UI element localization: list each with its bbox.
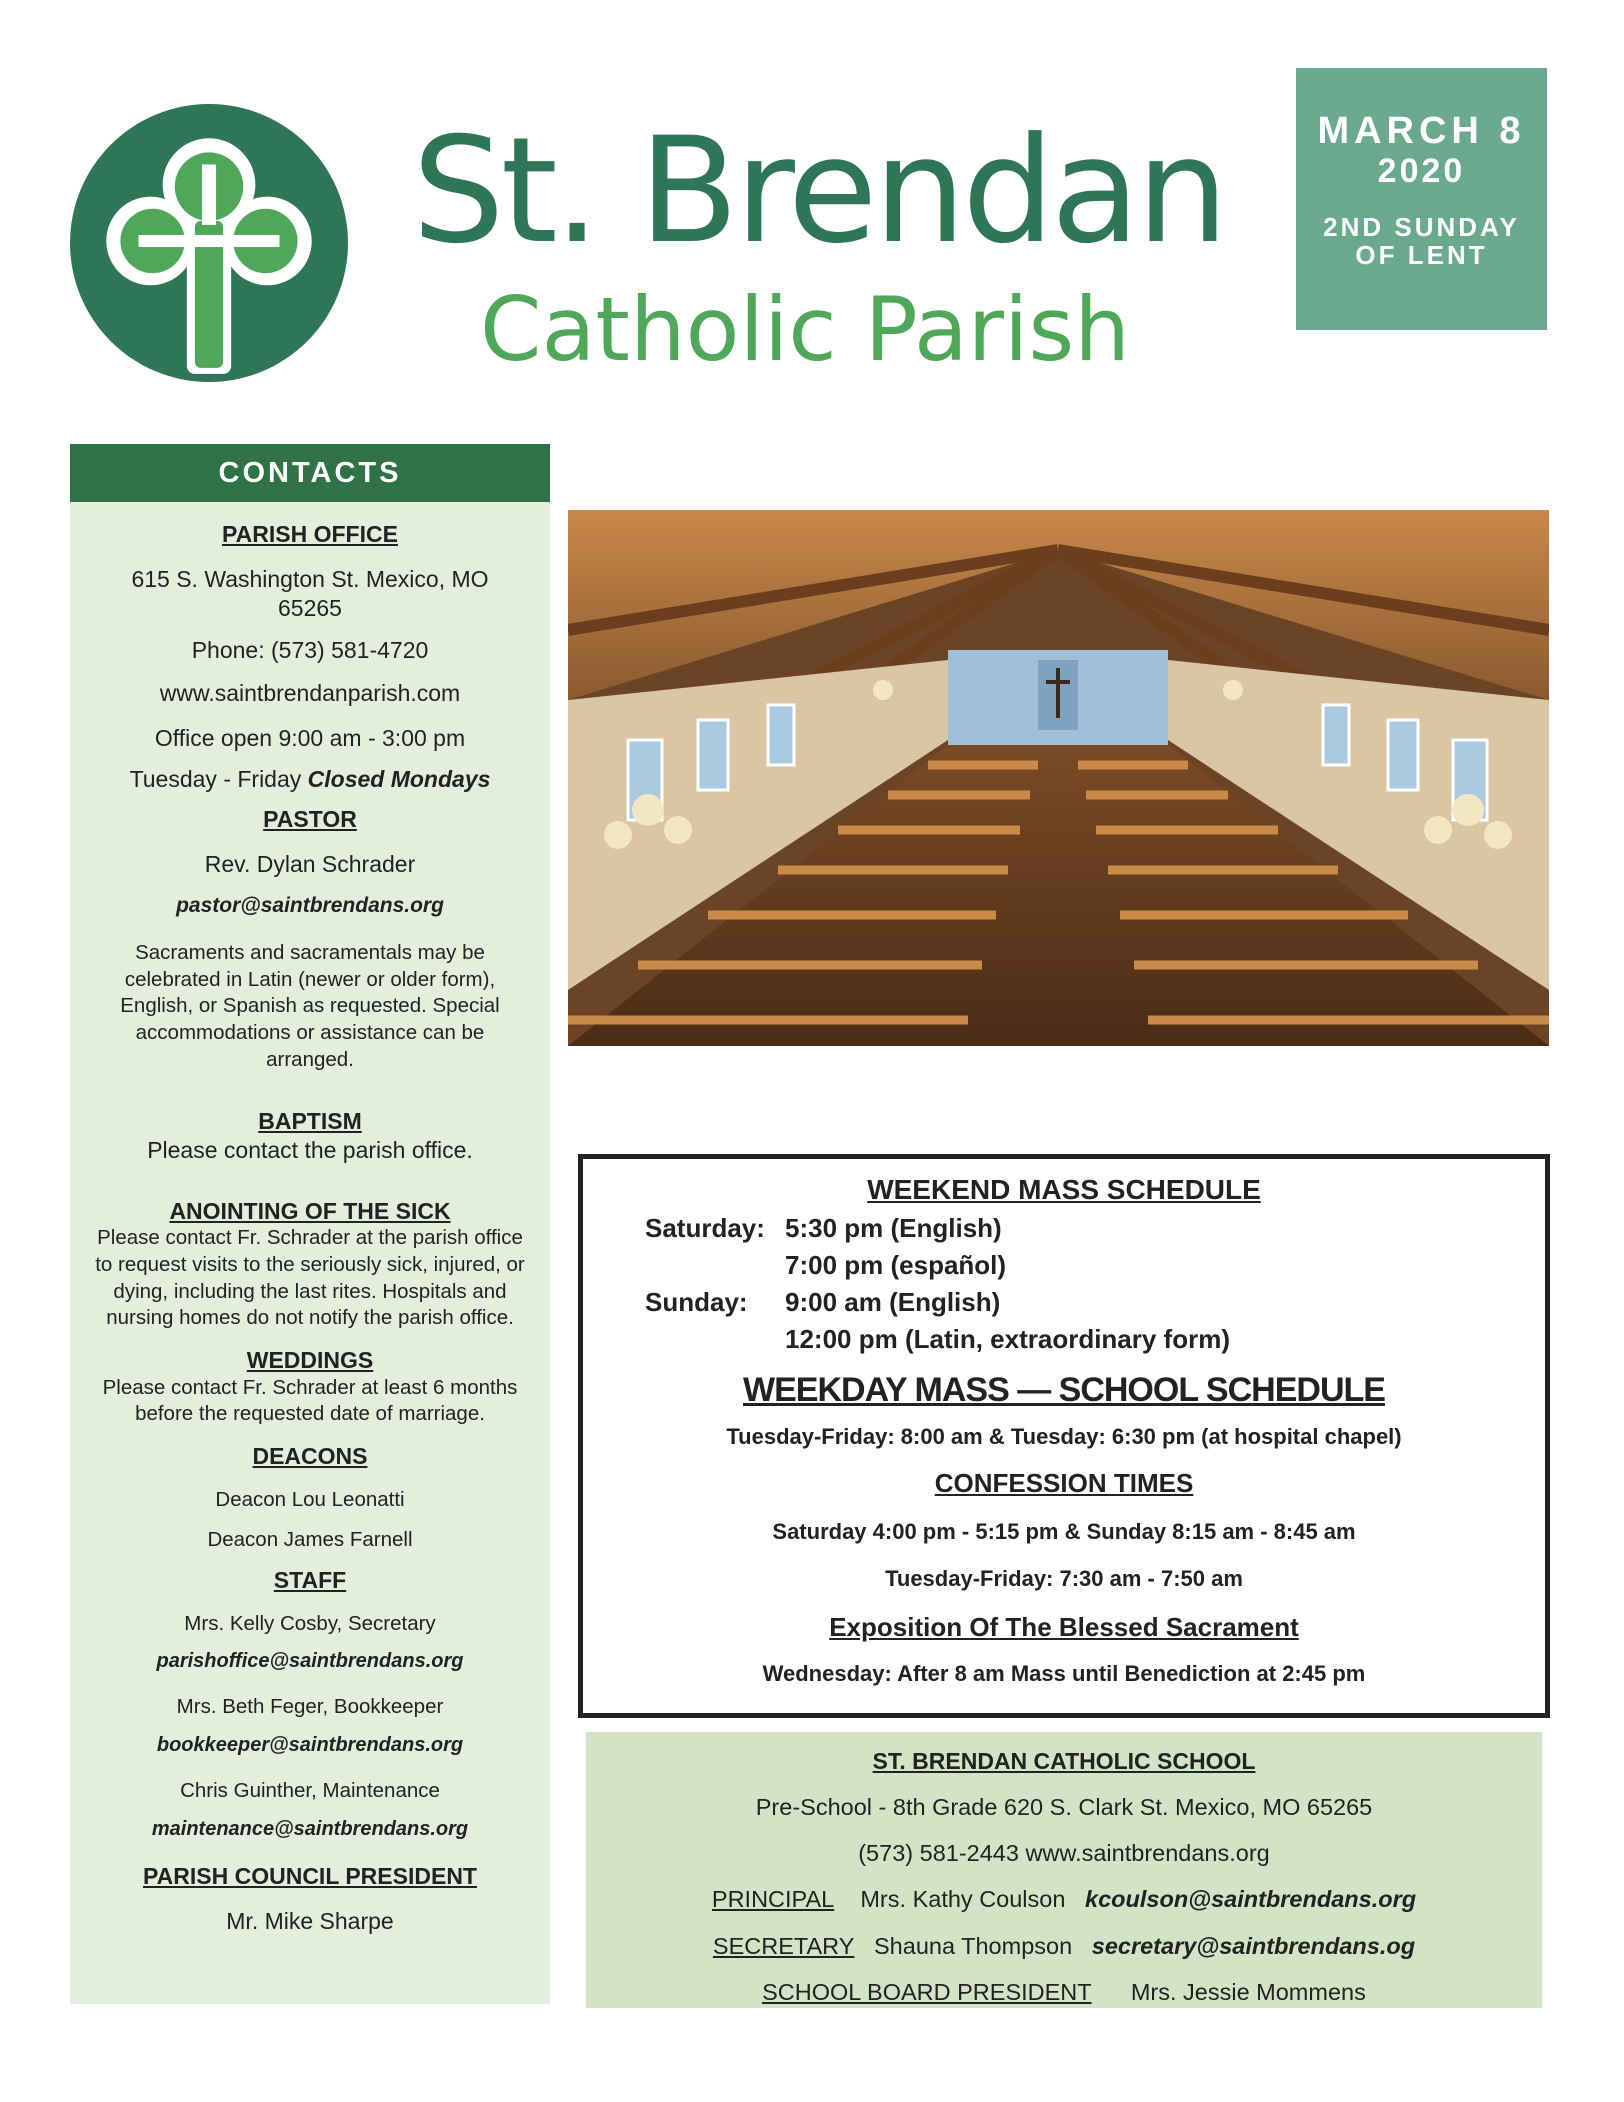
schedule-time: 9:00 am (English) bbox=[785, 1286, 1001, 1317]
staff-heading: STAFF bbox=[273, 1567, 347, 1594]
staff-name: Chris Guinther, Maintenance bbox=[180, 1779, 440, 1803]
weddings-text: Please contact Fr. Schrader at least 6 months before the requested date of marriage. bbox=[102, 1375, 518, 1426]
schedule-row bbox=[583, 1250, 1545, 1287]
principal-name: Mrs. Kathy Coulson bbox=[860, 1886, 1066, 1913]
office-days: Tuesday - Friday bbox=[129, 765, 302, 792]
council-heading: PARISH COUNCIL PRESIDENT bbox=[143, 1862, 477, 1889]
schedule-time: 7:00 pm (español) bbox=[785, 1249, 1007, 1280]
school-principal-line bbox=[586, 1885, 1542, 1913]
principal-email[interactable]: kcoulson@saintbrendans.org bbox=[1085, 1886, 1417, 1913]
board-label: SCHOOL BOARD PRESIDENT bbox=[762, 1978, 1092, 2005]
secretary-name: Shauna Thompson bbox=[874, 1932, 1073, 1959]
date-month-day: MARCH 8 bbox=[1317, 110, 1526, 152]
liturgical-day-line1: 2ND SUNDAY bbox=[1323, 212, 1520, 242]
schedule-time: 12:00 pm (Latin, extraordinary form) bbox=[785, 1323, 1230, 1354]
school-info-box bbox=[586, 1732, 1542, 2008]
school-secretary-line bbox=[586, 1932, 1542, 1960]
mass-schedule-box bbox=[578, 1154, 1550, 1718]
office-days-line bbox=[92, 765, 528, 794]
confession-title: CONFESSION TIMES bbox=[934, 1467, 1194, 1498]
office-hours: Office open 9:00 am - 3:00 pm bbox=[154, 724, 466, 751]
date-badge bbox=[1296, 68, 1547, 330]
schedule-day: Saturday: bbox=[645, 1212, 765, 1243]
confession-line-2: Tuesday-Friday: 7:30 am - 7:50 am bbox=[885, 1565, 1243, 1591]
exposition-title: Exposition Of The Blessed Sacrament bbox=[829, 1611, 1299, 1642]
baptism-heading: BAPTISM bbox=[258, 1108, 362, 1135]
pastor-heading: PASTOR bbox=[263, 806, 357, 833]
contacts-sidebar bbox=[70, 444, 550, 2004]
deacons-heading: DEACONS bbox=[252, 1443, 368, 1470]
date-year: 2020 bbox=[1377, 152, 1466, 190]
baptism-text: Please contact the parish office. bbox=[147, 1136, 473, 1163]
deacon-item: Deacon Lou Leonatti bbox=[215, 1487, 405, 1511]
principal-label: PRINCIPAL bbox=[711, 1886, 835, 1913]
anointing-text: Please contact Fr. Schrader at the parish office to request visits to the seriously sick, injured, or dying, including the last rites. Hospitals and nursing homes do not notify the parish office. bbox=[95, 1226, 525, 1330]
school-board-line bbox=[586, 1978, 1542, 2006]
schedule-time: 5:30 pm (English) bbox=[785, 1212, 1002, 1243]
schedule-row bbox=[583, 1324, 1545, 1361]
church-interior-photo bbox=[568, 510, 1549, 1046]
parish-address: 615 S. Washington St. Mexico, MO 65265 bbox=[131, 565, 489, 621]
contacts-title: CONTACTS bbox=[70, 444, 550, 502]
schedule-row bbox=[583, 1213, 1545, 1250]
council-president: Mr. Mike Sharpe bbox=[226, 1907, 394, 1934]
anointing-heading: ANOINTING OF THE SICK bbox=[169, 1197, 451, 1224]
sacraments-note: Sacraments and sacramentals may be celebrated in Latin (newer or older form), English, or Spanish as requested. Special accommodations or assistance can be arranged. bbox=[120, 941, 500, 1071]
weddings-heading: WEDDINGS bbox=[246, 1347, 374, 1374]
board-name: Mrs. Jessie Mommens bbox=[1130, 1978, 1366, 2005]
weekend-mass-title: WEEKEND MASS SCHEDULE bbox=[867, 1174, 1261, 1205]
staff-name: Mrs. Beth Feger, Bookkeeper bbox=[176, 1695, 444, 1719]
school-title: ST. BRENDAN CATHOLIC SCHOOL bbox=[872, 1748, 1256, 1774]
pastor-name: Rev. Dylan Schrader bbox=[204, 851, 416, 877]
staff-name: Mrs. Kelly Cosby, Secretary bbox=[184, 1611, 436, 1635]
pastor-email[interactable]: pastor@saintbrendans.org bbox=[176, 893, 444, 917]
parish-office-heading: PARISH OFFICE bbox=[222, 521, 398, 547]
parish-subtitle: Catholic Parish bbox=[480, 278, 1131, 381]
staff-email[interactable]: bookkeeper@saintbrendans.org bbox=[156, 1734, 464, 1757]
staff-email[interactable]: parishoffice@saintbrendans.org bbox=[156, 1650, 464, 1673]
school-phone-web: (573) 581-2443 www.saintbrendans.org bbox=[858, 1840, 1270, 1867]
parish-phone: Phone: (573) 581-4720 bbox=[191, 637, 429, 664]
deacon-item: Deacon James Farnell bbox=[207, 1528, 413, 1552]
parish-name: St. Brendan bbox=[412, 106, 1225, 276]
confession-line-1: Saturday 4:00 pm - 5:15 pm & Sunday 8:15 am - 8:45 am bbox=[772, 1519, 1356, 1545]
secretary-label: SECRETARY bbox=[712, 1932, 855, 1959]
parish-website[interactable]: www.saintbrendanparish.com bbox=[159, 680, 461, 706]
liturgical-day-line2: OF LENT bbox=[1355, 240, 1488, 270]
weekday-times: Tuesday-Friday: 8:00 am & Tuesday: 6:30 pm (at hospital chapel) bbox=[726, 1423, 1402, 1449]
schedule-day: Sunday: bbox=[645, 1286, 748, 1317]
shamrock-cross-logo-icon bbox=[68, 102, 350, 384]
exposition-times: Wednesday: After 8 am Mass until Benediction at 2:45 pm bbox=[762, 1661, 1366, 1687]
secretary-email[interactable]: secretary@saintbrendans.og bbox=[1091, 1932, 1416, 1959]
office-closed: Closed Mondays bbox=[307, 765, 491, 792]
staff-email[interactable]: maintenance@saintbrendans.org bbox=[151, 1817, 469, 1840]
school-grades-address: Pre-School - 8th Grade 620 S. Clark St. Mexico, MO 65265 bbox=[755, 1794, 1373, 1820]
weekday-mass-title: WEEKDAY MASS — SCHOOL SCHEDULE bbox=[743, 1370, 1385, 1409]
schedule-row bbox=[583, 1287, 1545, 1324]
